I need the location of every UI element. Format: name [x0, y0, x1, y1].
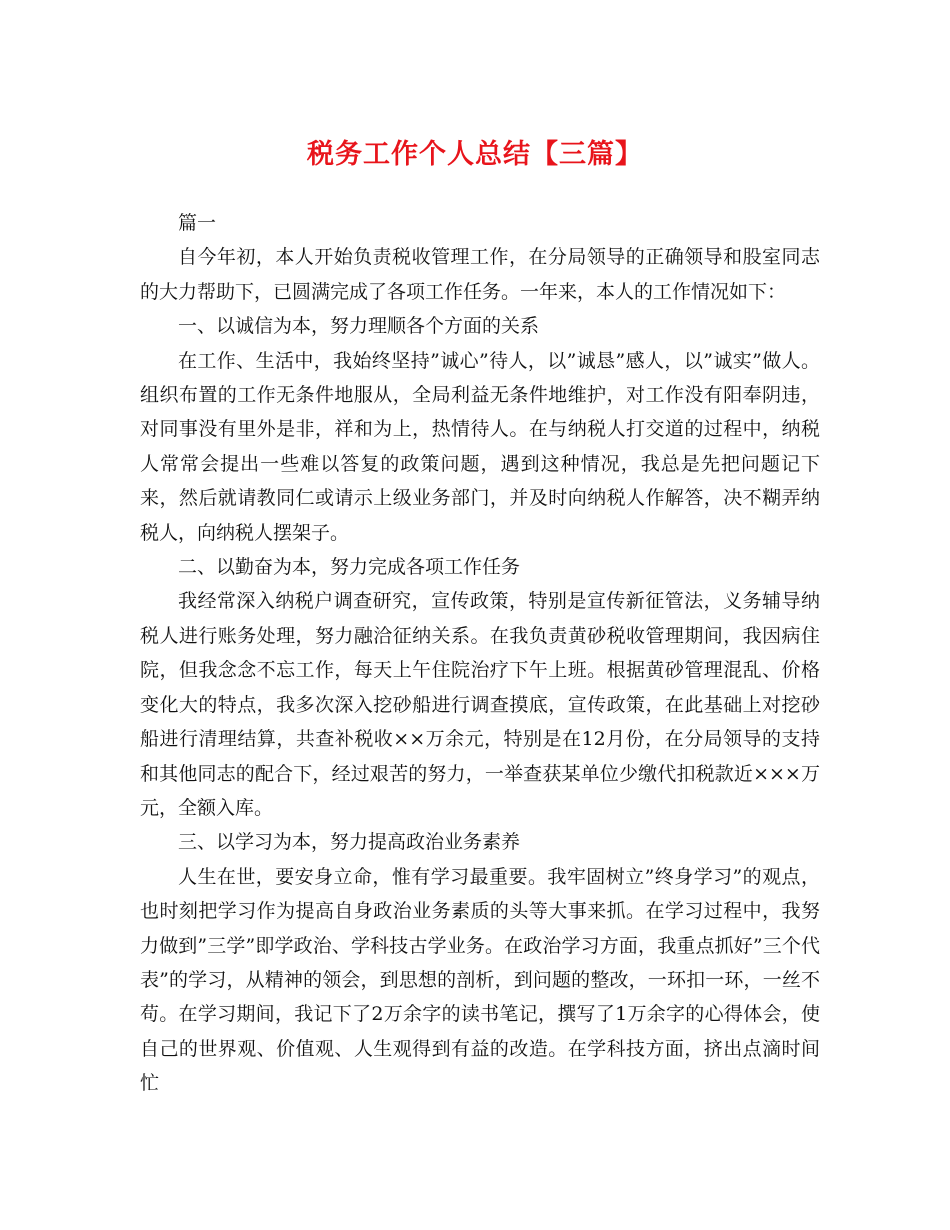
- body-paragraph: 我经常深入纳税户调查研究，宣传政策，特别是宣传新征管法，义务辅导纳税人进行账务处理，努力融洽征纳关系。在我负责黄砂税收管理期间，我因病住院，但我念念不忘工作，每天上午住院治疗下午上班。根据黄砂管理混乱、价格变化大的特点，我多次深入挖砂船进行调查摸底，宣传政策，在此基础上对挖砂船进行清理结算，共查补税收××万余元，特别是在12月份，在分局领导的支持和其他同志的配合下，经过艰苦的努力，一举查获某单位少缴代扣税款近×××万元，全额入库。: [140, 590, 820, 819]
- body-paragraph: 在工作、生活中，我始终坚持”诚心”待人，以”诚恳”感人，以”诚实”做人。组织布置的工作无条件地服从，全局利益无条件地维护，对工作没有阳奉阴违，对同事没有里外是非，祥和为上，热情待人。在与纳税人打交道的过程中，纳税人常常会提出一些难以答复的政策问题，遇到这种情况，我总是先把问题记下来，然后就请教同仁或请示上级业务部门，并及时向纳税人作解答，决不糊弄纳税人，向纳税人摆架子。: [140, 349, 820, 544]
- section-heading: 一、以诚信为本，努力理顺各个方面的关系: [178, 315, 540, 338]
- body-paragraph: 人生在世，要安身立命，惟有学习最重要。我牢固树立”终身学习”的观点，也时刻把学习作为提高自身政治业务素质的头等大事来抓。在学习过程中，我努力做到”三学”即学政治、学科技古学业务。在政治学习方面，我重点抓好”三个代表”的学习，从精神的领会，到思想的剖析，到问题的整改，一环扣一环，一丝不苟。在学习期间，我记下了2万余字的读书笔记，撰写了1万余字的心得体会，使自己的世界观、价值观、人生观得到有益的改造。在学科技方面，挤出点滴时间忙: [140, 865, 820, 1095]
- section-heading: 二、以勤奋为本，努力完成各项工作任务: [178, 556, 521, 579]
- section-heading: 三、以学习为本，努力提高政治业务素养: [178, 831, 521, 854]
- body-paragraph: 自今年初，本人开始负责税收管理工作，在分局领导的正确领导和股室同志的大力帮助下，已圆满完成了各项工作任务。一年来，本人的工作情况如下：: [140, 246, 820, 303]
- document-title: 税务工作个人总结【三篇】: [307, 139, 643, 170]
- section-label: 篇一: [178, 212, 217, 234]
- document-body: [140, 206, 820, 1101]
